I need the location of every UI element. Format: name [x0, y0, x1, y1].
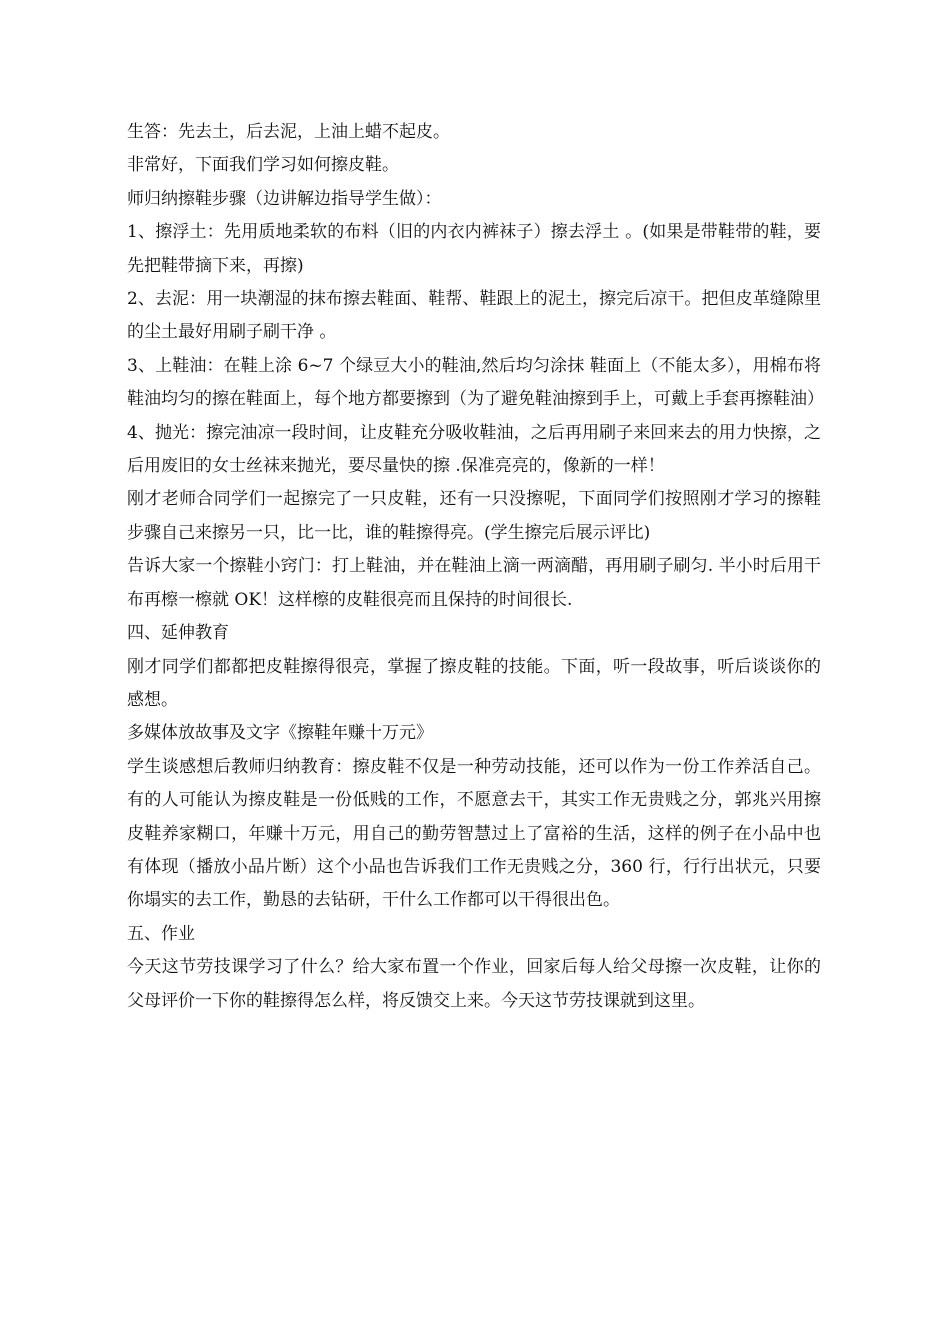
paragraph-step-1: 1、擦浮土：先用质地柔软的布料（旧的内衣内裤袜子）擦去浮土 。(如果是带鞋带的鞋，要先把鞋带摘下来，再擦) [127, 222, 821, 276]
paragraph-homework: 今天这节劳技课学习了什么？给大家布置一个作业，回家后每人给父母擦一次皮鞋，让你的父母评价一下你的鞋擦得怎么样，将反馈交上来。今天这节劳技课就到这里。 [127, 957, 821, 1011]
paragraph-story-intro: 刚才同学们都都把皮鞋擦得很亮，掌握了擦皮鞋的技能。下面，听一段故事，听后谈谈你的感想。 [127, 656, 821, 710]
paragraph-tip: 告诉大家一个擦鞋小窍门：打上鞋油，并在鞋油上滴一两滴醋，再用刷子刷匀. 半小时后用干布再檫一檫就 OK！这样檫的皮鞋很亮而且保持的时间很长. [127, 556, 821, 610]
paragraph-student-answer: 生答：先去土，后去泥，上油上蜡不起皮。 [127, 122, 450, 142]
paragraph-transition: 非常好，下面我们学习如何擦皮鞋。 [127, 155, 399, 176]
section-heading-extension: 四、延伸教育 [127, 623, 229, 644]
paragraph-step-3: 3、上鞋油：在鞋上涂 6~7 个绿豆大小的鞋油,然后均匀涂抹 鞋面上（不能太多），用棉布将鞋油均匀的擦在鞋面上，每个地方都要擦到（为了避免鞋油擦到手上，可戴上手套再擦鞋油） [127, 355, 824, 410]
paragraph-practice: 刚才老师合同学们一起擦完了一只皮鞋，还有一只没擦呢，下面同学们按照刚才学习的擦鞋步骤自己来擦另一只，比一比，谁的鞋擦得亮。(学生擦完后展示评比) [127, 489, 821, 543]
paragraph-teacher-summary: 学生谈感想后教师归纳教育：擦皮鞋不仅是一种劳动技能，还可以作为一份工作养活自己。有的人可能认为擦皮鞋是一份低贱的工作，不愿意去干，其实工作无贵贱之分，郭兆兴用擦皮鞋养家糊口，年赚十万元，用自己的勤劳智慧过上了富裕的生活，这样的例子在小品中也有体现（播放小品片断）这个小品也告诉我们工作无贵贱之分，360 行，行行出状元，只要你塌实的去工作，勤恳的去钻研，干什么工作都可以干得很出色。 [127, 756, 821, 911]
paragraph-step-4: 4、抛光：擦完油凉一段时间，让皮鞋充分吸收鞋油，之后再用刷子来回来去的用力快擦，之后用废旧的女士丝袜来抛光，要尽量快的擦 .保准亮亮的，像新的一样！ [127, 422, 821, 477]
paragraph-step-2: 2、去泥：用一块潮湿的抹布擦去鞋面、鞋帮、鞋跟上的泥土，擦完后凉干。把但皮革缝隙里的尘土最好用刷子刷干净 。 [127, 289, 821, 343]
paragraph-steps-intro: 师归纳擦鞋步骤（边讲解边指导学生做）： [127, 188, 442, 209]
document-body [127, 116, 824, 1018]
section-heading-homework: 五、作业 [127, 923, 195, 944]
paragraph-multimedia: 多媒体放故事及文字《擦鞋年赚十万元》 [127, 723, 433, 744]
